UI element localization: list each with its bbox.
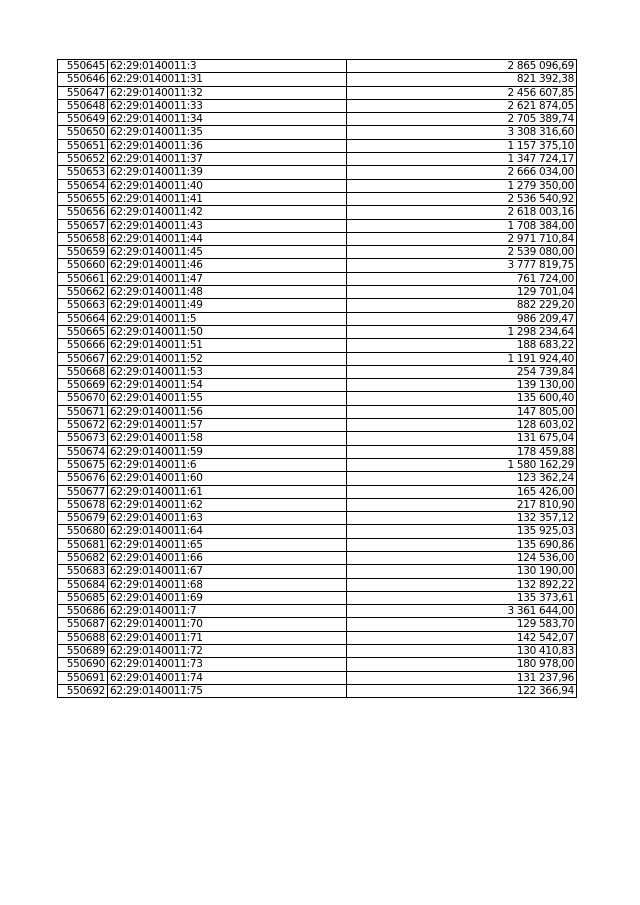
- cadastral-number-cell: 62:29:0140011:71: [108, 631, 347, 644]
- value-cell: 1 157 375,10: [347, 139, 577, 152]
- table-row: [58, 153, 577, 166]
- row-id-cell: 550671: [58, 405, 108, 418]
- row-id-cell: 550684: [58, 578, 108, 591]
- row-id-cell: 550651: [58, 139, 108, 152]
- row-id-cell: 550652: [58, 153, 108, 166]
- cadastral-number-cell: 62:29:0140011:69: [108, 591, 347, 604]
- cadastral-number-cell: 62:29:0140011:48: [108, 286, 347, 299]
- cadastral-number-cell: 62:29:0140011:49: [108, 299, 347, 312]
- value-cell: 129 701,04: [347, 286, 577, 299]
- value-cell: 180 978,00: [347, 658, 577, 671]
- value-cell: 135 600,40: [347, 392, 577, 405]
- table-row: [58, 325, 577, 338]
- cadastral-number-cell: 62:29:0140011:5: [108, 312, 347, 325]
- row-id-cell: 550664: [58, 312, 108, 325]
- value-cell: 165 426,00: [347, 485, 577, 498]
- table-row: [58, 565, 577, 578]
- table-row: [58, 525, 577, 538]
- row-id-cell: 550680: [58, 525, 108, 538]
- cadastral-number-cell: 62:29:0140011:53: [108, 365, 347, 378]
- cadastral-number-cell: 62:29:0140011:33: [108, 99, 347, 112]
- table-row: [58, 551, 577, 564]
- value-cell: 1 708 384,00: [347, 219, 577, 232]
- cadastral-number-cell: 62:29:0140011:36: [108, 139, 347, 152]
- cadastral-number-cell: 62:29:0140011:70: [108, 618, 347, 631]
- cadastral-number-cell: 62:29:0140011:44: [108, 232, 347, 245]
- table-row: [58, 605, 577, 618]
- row-id-cell: 550678: [58, 498, 108, 511]
- value-cell: 2 621 874,05: [347, 99, 577, 112]
- cadastral-number-cell: 62:29:0140011:35: [108, 126, 347, 139]
- cadastral-number-cell: 62:29:0140011:74: [108, 671, 347, 684]
- cadastral-number-cell: 62:29:0140011:41: [108, 192, 347, 205]
- row-id-cell: 550646: [58, 73, 108, 86]
- row-id-cell: 550688: [58, 631, 108, 644]
- cadastral-number-cell: 62:29:0140011:40: [108, 179, 347, 192]
- table-row: [58, 179, 577, 192]
- row-id-cell: 550687: [58, 618, 108, 631]
- row-id-cell: 550656: [58, 206, 108, 219]
- table-row: [58, 458, 577, 471]
- value-cell: 2 971 710,84: [347, 232, 577, 245]
- value-cell: 2 705 389,74: [347, 113, 577, 126]
- row-id-cell: 550666: [58, 339, 108, 352]
- value-cell: 124 536,00: [347, 551, 577, 564]
- row-id-cell: 550689: [58, 645, 108, 658]
- table-row: [58, 219, 577, 232]
- row-id-cell: 550660: [58, 259, 108, 272]
- cadastral-number-cell: 62:29:0140011:37: [108, 153, 347, 166]
- table-row: [58, 232, 577, 245]
- value-cell: 761 724,00: [347, 272, 577, 285]
- value-cell: 147 805,00: [347, 405, 577, 418]
- row-id-cell: 550691: [58, 671, 108, 684]
- cadastral-number-cell: 62:29:0140011:34: [108, 113, 347, 126]
- cadastral-number-cell: 62:29:0140011:31: [108, 73, 347, 86]
- row-id-cell: 550692: [58, 684, 108, 697]
- table-row: [58, 591, 577, 604]
- table-row: [58, 272, 577, 285]
- table-row: [58, 432, 577, 445]
- table-row: [58, 578, 577, 591]
- row-id-cell: 550648: [58, 99, 108, 112]
- value-cell: 986 209,47: [347, 312, 577, 325]
- value-cell: 1 279 350,00: [347, 179, 577, 192]
- table-row: [58, 99, 577, 112]
- cadastral-number-cell: 62:29:0140011:47: [108, 272, 347, 285]
- row-id-cell: 550649: [58, 113, 108, 126]
- cadastral-number-cell: 62:29:0140011:64: [108, 525, 347, 538]
- value-cell: 217 810,90: [347, 498, 577, 511]
- table-row: [58, 246, 577, 259]
- table-row: [58, 192, 577, 205]
- row-id-cell: 550679: [58, 512, 108, 525]
- row-id-cell: 550672: [58, 419, 108, 432]
- table-row: [58, 379, 577, 392]
- row-id-cell: 550645: [58, 60, 108, 73]
- value-cell: 3 308 316,60: [347, 126, 577, 139]
- cadastral-number-cell: 62:29:0140011:73: [108, 658, 347, 671]
- value-cell: 1 191 924,40: [347, 352, 577, 365]
- cadastral-number-cell: 62:29:0140011:42: [108, 206, 347, 219]
- value-cell: 178 459,88: [347, 445, 577, 458]
- row-id-cell: 550682: [58, 551, 108, 564]
- row-id-cell: 550674: [58, 445, 108, 458]
- cadastral-number-cell: 62:29:0140011:72: [108, 645, 347, 658]
- cadastral-number-cell: 62:29:0140011:68: [108, 578, 347, 591]
- row-id-cell: 550663: [58, 299, 108, 312]
- table-row: [58, 113, 577, 126]
- row-id-cell: 550669: [58, 379, 108, 392]
- row-id-cell: 550681: [58, 538, 108, 551]
- row-id-cell: 550657: [58, 219, 108, 232]
- cadastral-number-cell: 62:29:0140011:52: [108, 352, 347, 365]
- cadastral-number-cell: 62:29:0140011:46: [108, 259, 347, 272]
- table-row: [58, 512, 577, 525]
- cadastral-number-cell: 62:29:0140011:60: [108, 472, 347, 485]
- value-cell: 135 925,03: [347, 525, 577, 538]
- cadastral-number-cell: 62:29:0140011:54: [108, 379, 347, 392]
- value-cell: 2 666 034,00: [347, 166, 577, 179]
- table-row: [58, 405, 577, 418]
- row-id-cell: 550683: [58, 565, 108, 578]
- value-cell: 132 892,22: [347, 578, 577, 591]
- cadastral-number-cell: 62:29:0140011:45: [108, 246, 347, 259]
- cadastral-number-cell: 62:29:0140011:75: [108, 684, 347, 697]
- value-cell: 130 410,83: [347, 645, 577, 658]
- table-row: [58, 339, 577, 352]
- row-id-cell: 550665: [58, 325, 108, 338]
- table-row: [58, 658, 577, 671]
- cadastral-number-cell: 62:29:0140011:32: [108, 86, 347, 99]
- valuation-table: [57, 59, 577, 698]
- table-row: [58, 259, 577, 272]
- row-id-cell: 550675: [58, 458, 108, 471]
- row-id-cell: 550661: [58, 272, 108, 285]
- row-id-cell: 550650: [58, 126, 108, 139]
- cadastral-number-cell: 62:29:0140011:61: [108, 485, 347, 498]
- value-cell: 135 373,61: [347, 591, 577, 604]
- value-cell: 188 683,22: [347, 339, 577, 352]
- row-id-cell: 550647: [58, 86, 108, 99]
- cadastral-number-cell: 62:29:0140011:59: [108, 445, 347, 458]
- value-cell: 2 618 003,16: [347, 206, 577, 219]
- row-id-cell: 550676: [58, 472, 108, 485]
- value-cell: 142 542,07: [347, 631, 577, 644]
- value-cell: 2 536 540,92: [347, 192, 577, 205]
- table-row: [58, 365, 577, 378]
- row-id-cell: 550654: [58, 179, 108, 192]
- table-row: [58, 352, 577, 365]
- cadastral-number-cell: 62:29:0140011:7: [108, 605, 347, 618]
- table-row: [58, 86, 577, 99]
- value-cell: 1 580 162,29: [347, 458, 577, 471]
- row-id-cell: 550670: [58, 392, 108, 405]
- cadastral-number-cell: 62:29:0140011:39: [108, 166, 347, 179]
- row-id-cell: 550685: [58, 591, 108, 604]
- value-cell: 122 366,94: [347, 684, 577, 697]
- table-row: [58, 631, 577, 644]
- value-cell: 131 675,04: [347, 432, 577, 445]
- value-cell: 3 777 819,75: [347, 259, 577, 272]
- cadastral-number-cell: 62:29:0140011:67: [108, 565, 347, 578]
- value-cell: 130 190,00: [347, 565, 577, 578]
- value-cell: 1 298 234,64: [347, 325, 577, 338]
- cadastral-number-cell: 62:29:0140011:57: [108, 419, 347, 432]
- value-cell: 123 362,24: [347, 472, 577, 485]
- row-id-cell: 550667: [58, 352, 108, 365]
- value-cell: 1 347 724,17: [347, 153, 577, 166]
- table-row: [58, 419, 577, 432]
- row-id-cell: 550653: [58, 166, 108, 179]
- table-row: [58, 166, 577, 179]
- table-row: [58, 286, 577, 299]
- cadastral-number-cell: 62:29:0140011:6: [108, 458, 347, 471]
- table-body: [58, 60, 577, 698]
- cadastral-number-cell: 62:29:0140011:50: [108, 325, 347, 338]
- value-cell: 2 539 080,00: [347, 246, 577, 259]
- table-row: [58, 60, 577, 73]
- table-row: [58, 645, 577, 658]
- table-row: [58, 126, 577, 139]
- row-id-cell: 550668: [58, 365, 108, 378]
- cadastral-number-cell: 62:29:0140011:62: [108, 498, 347, 511]
- table-row: [58, 472, 577, 485]
- value-cell: 132 357,12: [347, 512, 577, 525]
- table-row: [58, 206, 577, 219]
- cadastral-number-cell: 62:29:0140011:51: [108, 339, 347, 352]
- row-id-cell: 550658: [58, 232, 108, 245]
- value-cell: 2 865 096,69: [347, 60, 577, 73]
- row-id-cell: 550690: [58, 658, 108, 671]
- value-cell: 882 229,20: [347, 299, 577, 312]
- cadastral-number-cell: 62:29:0140011:66: [108, 551, 347, 564]
- table-row: [58, 684, 577, 697]
- cadastral-number-cell: 62:29:0140011:63: [108, 512, 347, 525]
- table-row: [58, 485, 577, 498]
- table-row: [58, 538, 577, 551]
- cadastral-number-cell: 62:29:0140011:3: [108, 60, 347, 73]
- cadastral-number-cell: 62:29:0140011:43: [108, 219, 347, 232]
- table-row: [58, 392, 577, 405]
- row-id-cell: 550659: [58, 246, 108, 259]
- row-id-cell: 550662: [58, 286, 108, 299]
- value-cell: 135 690,86: [347, 538, 577, 551]
- row-id-cell: 550655: [58, 192, 108, 205]
- row-id-cell: 550673: [58, 432, 108, 445]
- value-cell: 131 237,96: [347, 671, 577, 684]
- cadastral-number-cell: 62:29:0140011:55: [108, 392, 347, 405]
- value-cell: 821 392,38: [347, 73, 577, 86]
- table-row: [58, 498, 577, 511]
- table-row: [58, 618, 577, 631]
- table-row: [58, 671, 577, 684]
- value-cell: 129 583,70: [347, 618, 577, 631]
- value-cell: 2 456 607,85: [347, 86, 577, 99]
- row-id-cell: 550677: [58, 485, 108, 498]
- value-cell: 139 130,00: [347, 379, 577, 392]
- table-row: [58, 139, 577, 152]
- value-cell: 128 603,02: [347, 419, 577, 432]
- table-row: [58, 445, 577, 458]
- row-id-cell: 550686: [58, 605, 108, 618]
- table-row: [58, 312, 577, 325]
- value-cell: 3 361 644,00: [347, 605, 577, 618]
- cadastral-number-cell: 62:29:0140011:58: [108, 432, 347, 445]
- table-row: [58, 73, 577, 86]
- value-cell: 254 739,84: [347, 365, 577, 378]
- cadastral-number-cell: 62:29:0140011:56: [108, 405, 347, 418]
- table-row: [58, 299, 577, 312]
- cadastral-number-cell: 62:29:0140011:65: [108, 538, 347, 551]
